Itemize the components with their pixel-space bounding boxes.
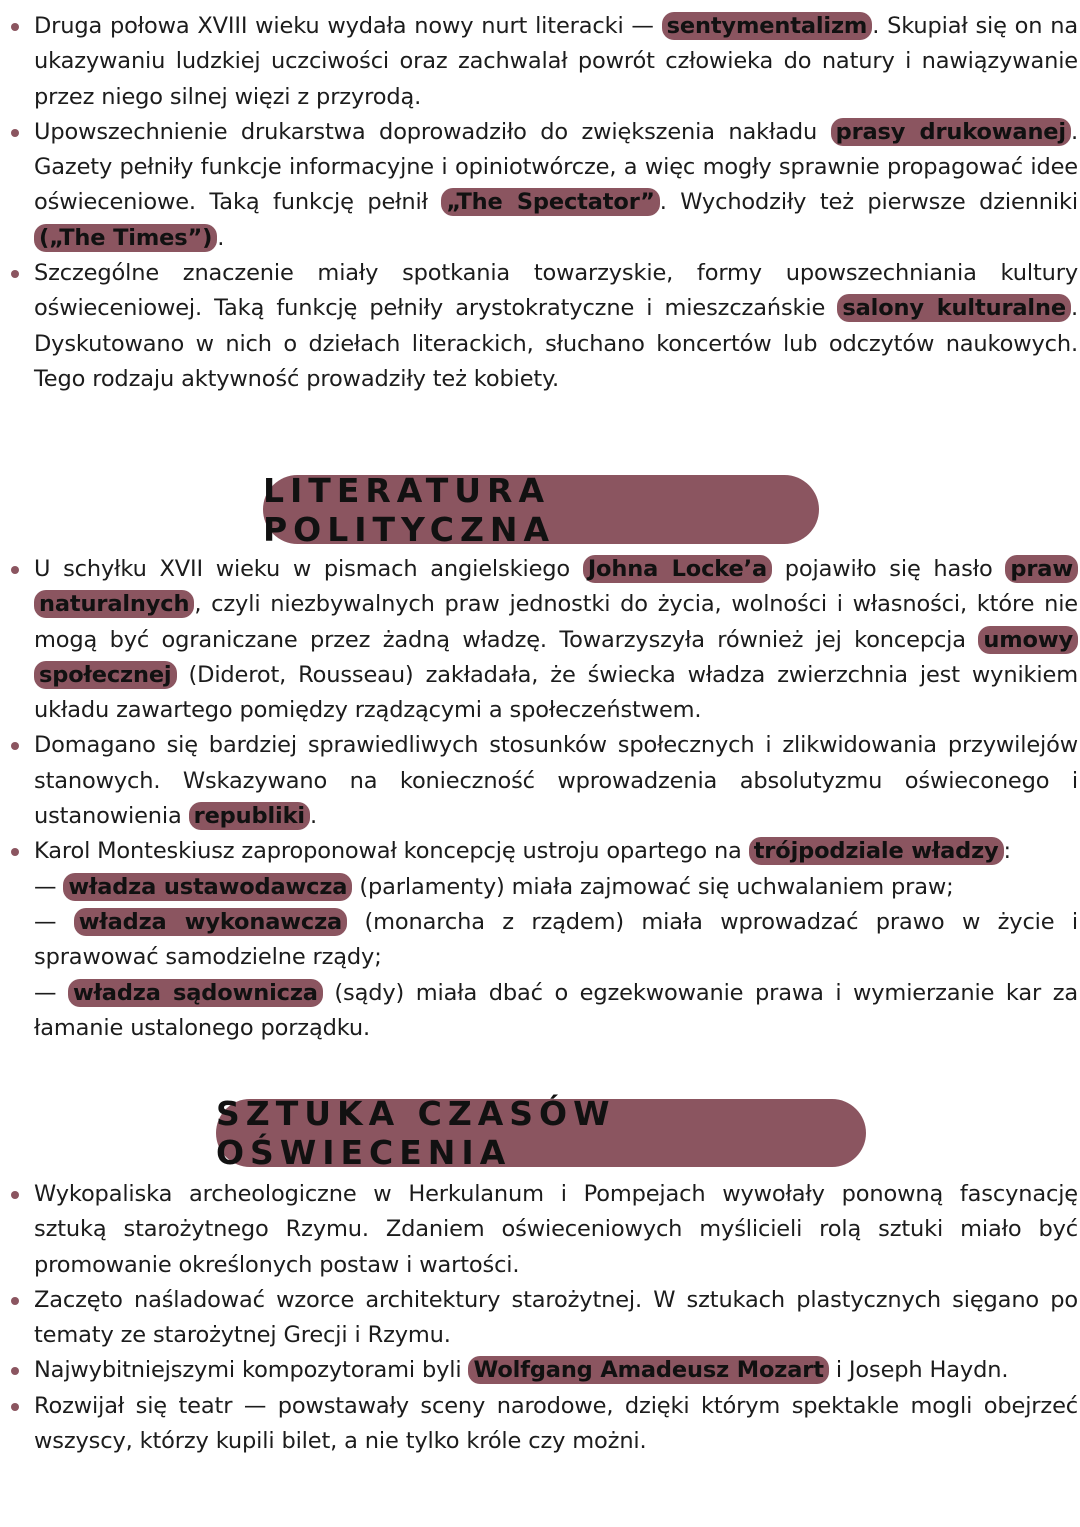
- section-heading-enlightenment-art: SZTUKA CZASÓW OŚWIECENIA: [216, 1099, 866, 1167]
- list-item: Domagano się bardziej sprawiedliwych stosunków społecznych i zlikwidowania przywilejów stanowych. Wskazywano na konieczność wprowadzenia absolutyzmu oświeconego i ustanowienia republiki .: [0, 728, 1080, 834]
- highlight-term: władza wykonawcza: [74, 908, 347, 936]
- highlight-term: salony kulturalne: [837, 294, 1071, 322]
- list-item: U schyłku XVII wieku w pismach angielskiego Johna Locke’a pojawiło się hasło praw naturalnych , czyli niezbywalnych praw jednostki do życia, wolności i własności, które nie mogą być ograniczane przez żadną władzę. Towarzyszyła również jej koncepcja umowy społecznej (Diderot, Rousseau) zakładała, że świecka władza zwierzchnia jest wynikiem układu zawartego pomiędzy rządzącymi a społeczeństwem.: [0, 552, 1080, 728]
- list-item: Szczególne znaczenie miały spotkania towarzyskie, formy upowszechniania kultury oświeceniowej. Taką funkcję pełniły arystokratyczne i mieszczańskie salony kulturalne . Dyskutowano w nich o dziełach literackich, słuchano koncertów lub odczytów naukowych. Tego rodzaju aktywność prowadziły też kobiety.: [0, 256, 1080, 397]
- highlight-term: praw naturalnych: [34, 555, 1078, 618]
- list-item: Druga połowa XVIII wieku wydała nowy nurt literacki — sentymentalizm . Skupiał się on na ukazywaniu ludzkiej uczciwości oraz zachwalał powrót człowieka do natury i nawiązywanie przez niego silnej więzi z przyrodą.: [0, 9, 1080, 115]
- highlight-term: władza ustawodawcza: [63, 873, 352, 901]
- list-item: Wykopaliska archeologiczne w Herkulanum i Pompejach wywołały ponowną fascynację sztuką starożytnego Rzymu. Zdaniem oświeceniowych myślicieli rolą sztuki miało być promowanie określonych postaw i wartości.: [0, 1177, 1080, 1283]
- highlight-term: sentymentalizm: [662, 12, 873, 40]
- section-enlightenment-art: [0, 1177, 1080, 1459]
- sub-item-executive: — władza wykonawcza (monarcha z rządem) miała wprowadzać prawo w życie i sprawować samodzielne rządy;: [34, 908, 1078, 971]
- dash-marker: —: [34, 908, 74, 935]
- list-item: Upowszechnienie drukarstwa doprowadziło do zwiększenia nakładu prasy drukowanej . Gazety pełniły funkcje informacyjne i opiniotwórcze, a więc mogły sprawnie propagować idee oświeceniowe. Taką funkcję pełnił „The Spectator” . Wychodziły też pierwsze dzienniki („The Times”) .: [0, 115, 1080, 256]
- highlight-term: Johna Locke’a: [583, 555, 772, 583]
- highlight-term: Wolfgang Amadeusz Mozart: [468, 1356, 828, 1384]
- list-item: Karol Monteskiusz zaproponował koncepcję ustroju opartego na trójpodziale władzy : — władza ustawodawcza (parlamenty) miała zajmować się uchwalaniem praw; — władza wykonawcza (monarcha z rządem) miała wprowadzać prawo w życie i sprawować samodzielne rządy; — władza sądownicza (sądy) miała dbać o egzekwowanie prawa i wymierzanie kar za łamanie ustalonego porządku.: [0, 834, 1080, 1046]
- section-political-literature: [0, 552, 1080, 1046]
- highlight-term: „The Spectator”: [441, 188, 659, 216]
- highlight-term: władza sądownicza: [68, 979, 323, 1007]
- highlight-term: republiki: [189, 802, 310, 830]
- list-item: Najwybitniejszymi kompozytorami byli Wolfgang Amadeusz Mozart i Joseph Haydn.: [0, 1353, 1080, 1388]
- list-item: Rozwijał się teatr — powstawały sceny narodowe, dzięki którym spektakle mogli obejrzeć wszyscy, którzy kupili bilet, a nie tylko króle czy możni.: [0, 1389, 1080, 1460]
- sub-item-judicial: — władza sądownicza (sądy) miała dbać o egzekwowanie prawa i wymierzanie kar za łamanie ustalonego porządku.: [34, 979, 1078, 1041]
- highlight-term: prasy drukowanej: [831, 118, 1071, 146]
- sub-item-legislative: — władza ustawodawcza (parlamenty) miała zajmować się uchwalaniem praw;: [34, 873, 954, 900]
- section-enlightenment-culture: [0, 9, 1080, 397]
- highlight-term: umowy społecznej: [34, 626, 1078, 689]
- highlight-term: trójpodziale władzy: [749, 837, 1004, 865]
- list-item: Zaczęto naśladować wzorce architektury starożytnej. W sztukach plastycznych sięgano po tematy ze starożytnej Grecji i Rzymu.: [0, 1283, 1080, 1354]
- section-heading-political-literature: LITERATURA POLITYCZNA: [263, 475, 819, 544]
- highlight-term: („The Times”): [34, 224, 217, 252]
- dash-marker: —: [34, 979, 68, 1006]
- dash-marker: —: [34, 873, 64, 900]
